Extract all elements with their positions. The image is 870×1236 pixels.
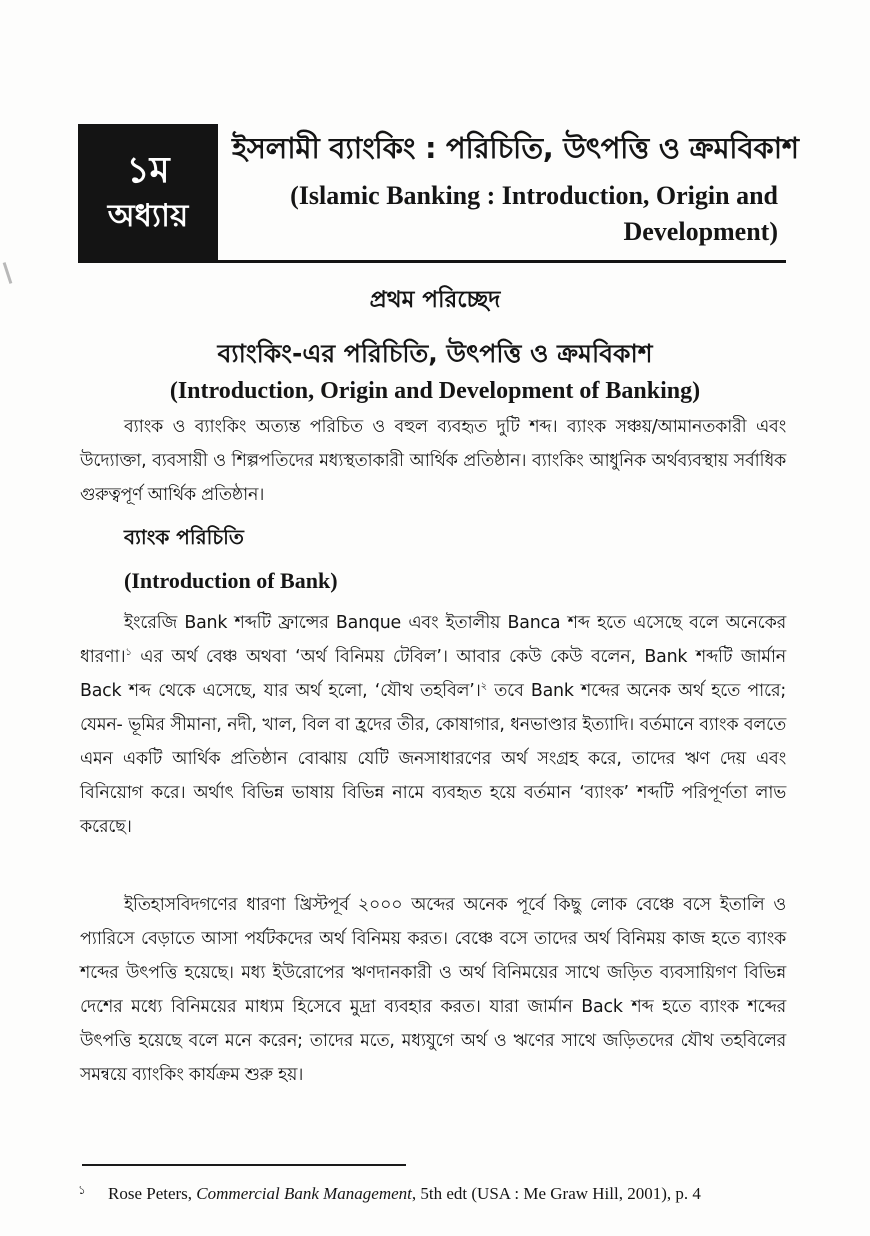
footnote-ref-1[interactable]: ১ [125,647,132,659]
intro-paragraph: ব্যাংক ও ব্যাংকিং অত্যন্ত পরিচিত ও বহুল ব্যবহৃত দুটি শব্দ। ব্যাংক সঞ্চয়/আমানতকারী এবং উদ্যোক্তা, ব্যবসায়ী ও শিল্পপতিদের মধ্যস্থতাকারী আর্থিক প্রতিষ্ঠান। ব্যাংকিং আধুনিক অর্থব্যবস্থায় সর্বাধিক গুরুত্বপূর্ণ আর্থিক প্রতিষ্ঠান। [80,417,786,505]
footnote-author: Rose Peters, [108,1184,197,1203]
subsection-title-english: (Introduction of Bank) [124,568,338,593]
footnote-text [78,1180,786,1208]
footnote-mark: ১ [78,1183,86,1197]
subsection-title-bangla: ব্যাংক পরিচিতি [124,525,244,549]
bank-paragraph [80,606,786,844]
chapter-word: অধ্যায় [107,198,189,234]
chapter-number-box [78,124,218,262]
chapter-header-rule [78,260,786,263]
footnote-publication: , 5th edt (USA : Me Graw Hill, 2001), p. 4 [411,1184,701,1203]
bank-paragraph-part-1: ইংরেজি Bank শব্দটি ফ্রান্সের Banque এবং ইতালীয় Banca শব্দ হতে এসেছে বলে অনেকের ধারণা। [80,613,786,667]
history-paragraph: ইতিহাসবিদগণের ধারণা খ্রিস্টপূর্ব ২০০০ অব্দের অনেক পূর্বে কিছু লোক বেঞ্চে বসে ইতালি ও প্যারিসে বেড়াতে আসা পর্যটকদের অর্থ বিনিময় করত। বেঞ্চে বসে তাদের অর্থ বিনিময় কাজ হতে ব্যাংক শব্দের উৎপত্তি হয়েছে। মধ্য ইউরোপের ঋণদানকারী ও অর্থ বিনিময়ের সাথে জড়িত ব্যবসায়িগণ বিভিন্ন দেশের মধ্যে বিনিময়ের মাধ্যম হিসেবে মুদ্রা ব্যবহার করত। যারা জার্মান Back শব্দ হতে ব্যাংক শব্দের উৎপত্তি হয়েছে বলে মনে করেন; তাদের মতে, মধ্যযুগে অর্থ ও ঋণের সাথে জড়িতদের যৌথ তহবিলের সমন্বয়ে ব্যাংকিং কার্যক্রম শুরু হয়। [80,895,786,1085]
section-label: প্রথম পরিচ্ছেদ [369,287,501,313]
chapter-number: ১ম [126,150,170,191]
chapter-title-bangla: ইসলামী ব্যাংকিং : পরিচিতি, উৎপত্তি ও ক্রমবিকাশ [232,131,799,165]
bank-paragraph-part-3: তবে Bank শব্দের অনেক অর্থ হতে পারে; যেমন- ভূমির সীমানা, নদী, খাল, বিল বা হ্রদের তীর, কোষাগার, ধনভাণ্ডার ইত্যাদি। বর্তমানে ব্যাংক বলতে এমন একটি আর্থিক প্রতিষ্ঠান বোঝায় যেটি জনসাধারণের অর্থ সংগ্রহ করে, তাদের ঋণ দেয় এবং বিনিয়োগ করে। অর্থাৎ বিভিন্ন ভাষায় বিভিন্ন নামে ব্যবহৃত হয়ে বর্তমান ‘ব্যাংক’ শব্দটি পরিপূর্ণতা লাভ করেছে। [80,681,786,837]
footnote-ref-2[interactable]: ২ [480,681,487,693]
footnote-book-title: Commercial Bank Management [196,1184,412,1203]
section-title-english: (Introduction, Origin and Development of Banking) [169,378,701,404]
footnote [78,1180,786,1208]
page-edge-mark [3,262,13,284]
chapter-title-english: (Islamic Banking : Introduction, Origin and Development) [290,181,778,246]
bank-paragraph-part-2: এর অর্থ বেঞ্চ অথবা ‘অর্থ বিনিময় টেবিল’। আবার কেউ কেউ বলেন, Bank শব্দটি জার্মান Back শব্দ থেকে এসেছে, যার অর্থ হলো, ‘যৌথ তহবিল’। [80,647,786,701]
section-title-bangla: ব্যাংকিং-এর পরিচিতি, উৎপত্তি ও ক্রমবিকাশ [217,339,653,368]
footnote-divider [82,1164,406,1166]
